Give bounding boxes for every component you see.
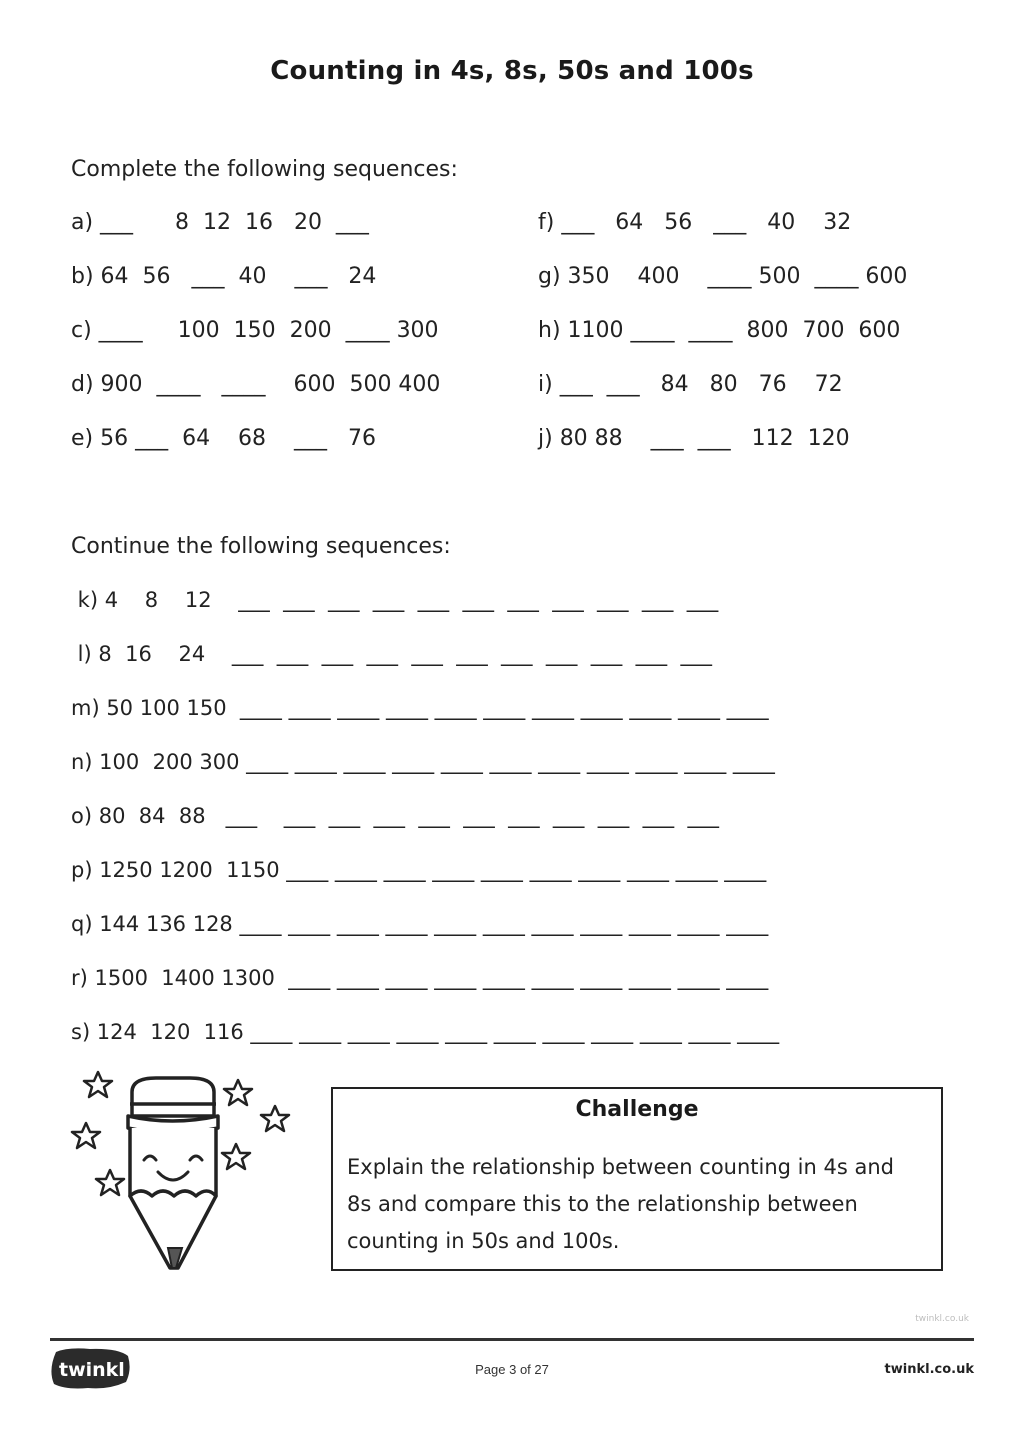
star-icon	[222, 1144, 250, 1169]
sequence-f: f) ___ 64 56 ___ 40 32	[538, 210, 852, 235]
sequence-g: g) 350 400 ____ 500 ____ 600	[538, 264, 908, 289]
challenge-text: Explain the relationship between counting in 4s and 8s and compare this to the relationship between counting in 50s and 100s.	[347, 1155, 894, 1253]
star-icon	[261, 1106, 289, 1131]
sequence-m: m) 50 100 150 ____ ____ ____ ____ ____ ____ ____ ____ ____ ____ ____	[71, 696, 769, 720]
pencil-character-icon	[66, 1068, 296, 1278]
sequence-s: s) 124 120 116 ____ ____ ____ ____ ____ ____ ____ ____ ____ ____ ____	[71, 1020, 780, 1044]
sequence-q: q) 144 136 128 ____ ____ ____ ____ ____ ____ ____ ____ ____ ____ ____	[71, 912, 769, 936]
sequence-k: k) 4 8 12 ___ ___ ___ ___ ___ ___ ___ ___ ___ ___ ___	[71, 588, 719, 612]
sequence-r: r) 1500 1400 1300 ____ ____ ____ ____ ____ ____ ____ ____ ____ ____	[71, 966, 769, 990]
page-title: Counting in 4s, 8s, 50s and 100s	[270, 56, 754, 86]
star-icon	[96, 1170, 124, 1195]
sequence-b: b) 64 56 ___ 40 ___ 24	[71, 264, 377, 289]
sequence-c: c) ____ 100 150 200 ____ 300	[71, 318, 439, 343]
footer-divider	[50, 1338, 974, 1341]
continue-instruction: Continue the following sequences:	[71, 534, 451, 559]
sequence-j: j) 80 88 ___ ___ 112 120	[538, 426, 850, 451]
sequence-n: n) 100 200 300 ____ ____ ____ ____ ____ ____ ____ ____ ____ ____ ____	[71, 750, 775, 774]
sequence-e: e) 56 ___ 64 68 ___ 76	[71, 426, 376, 451]
challenge-box	[331, 1087, 943, 1271]
sequence-p: p) 1250 1200 1150 ____ ____ ____ ____ ____ ____ ____ ____ ____ ____	[71, 858, 767, 882]
star-icon	[84, 1072, 112, 1097]
sequence-l: l) 8 16 24 ___ ___ ___ ___ ___ ___ ___ ___ ___ ___ ___	[71, 642, 712, 666]
star-icon	[224, 1080, 252, 1105]
star-icon	[72, 1123, 100, 1148]
sequence-d: d) 900 ____ ____ 600 500 400	[71, 372, 441, 397]
sequence-o: o) 80 84 88 ___ ___ ___ ___ ___ ___ ___ ___ ___ ___ ___	[71, 804, 719, 828]
sequence-h: h) 1100 ____ ____ 800 700 600	[538, 318, 901, 343]
complete-instruction: Complete the following sequences:	[71, 157, 458, 182]
footer-site-link[interactable]: twinkl.co.uk	[884, 1362, 974, 1377]
page-number: Page 3 of 27	[475, 1362, 549, 1377]
sequence-i: i) ___ ___ 84 80 76 72	[538, 372, 843, 397]
watermark: twinkl.co.uk	[915, 1314, 969, 1324]
challenge-title: Challenge	[575, 1097, 699, 1122]
sequence-a: a) ___ 8 12 16 20 ___	[71, 210, 369, 235]
logo-text: twinkl	[59, 1359, 125, 1381]
